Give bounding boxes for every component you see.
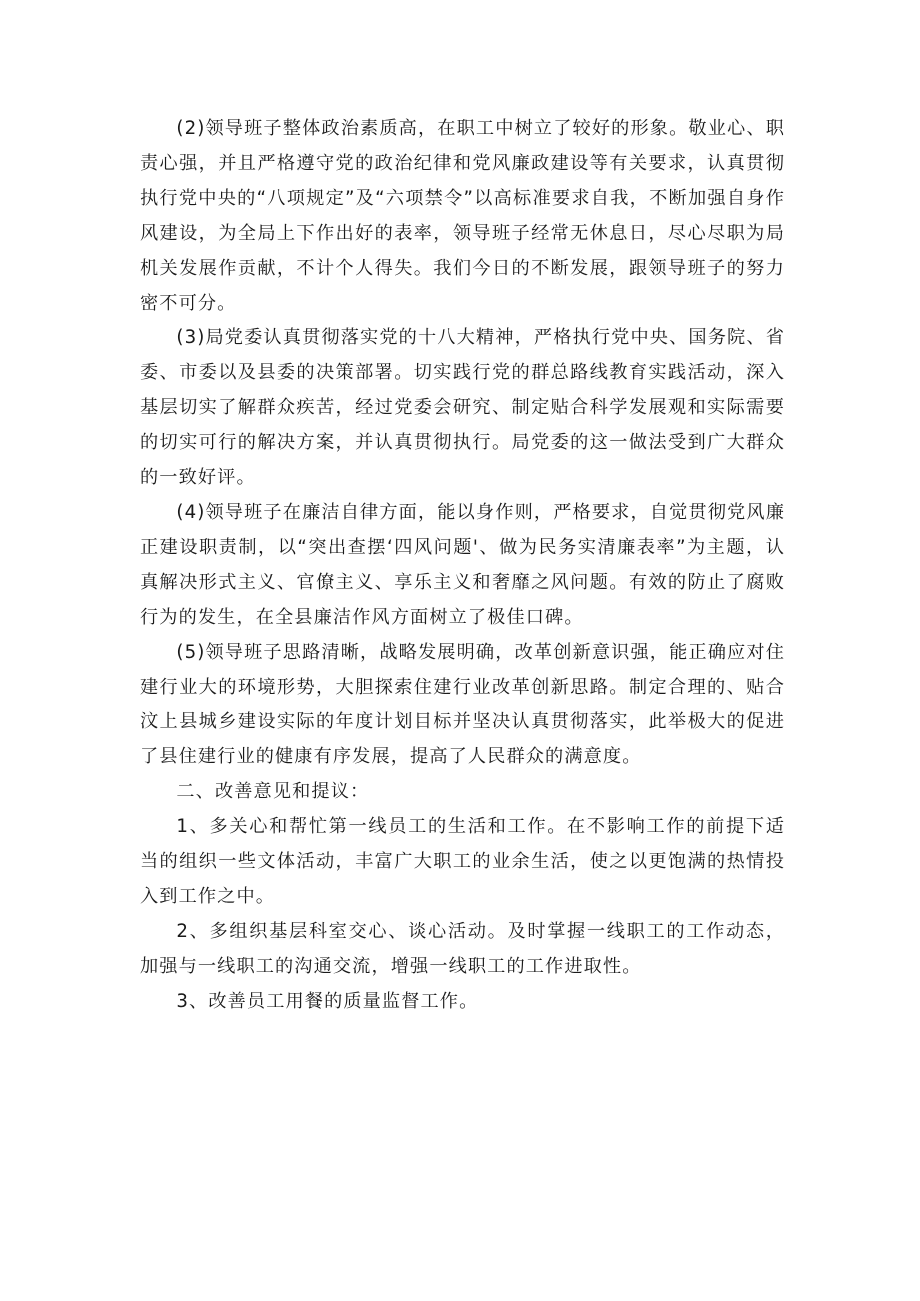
paragraph-strategy-innovation: (5)领导班子思路清晰，战略发展明确，改革创新意识强，能正确应对住建行业大的环境形势，大胆探索住建行业改革创新思路。制定合理的、贴合汶上县城乡建设实际的年度计划目标并坚决认真贯彻落实，此举极大的促进了县住建行业的健康有序发展，提高了人民群众的满意度。 — [140, 641, 785, 768]
paragraph-party-committee-implementation: (3)局党委认真贯彻落实党的十八大精神，严格执行党中央、国务院、省委、市委以及县委的决策部署。切实践行党的群总路线教育实践活动，深入基层切实了解群众疾苦，经过党委会研究、制定贴合科学发展观和实际需要的切实可行的解决方案，并认真贯彻执行。局党委的这一做法受到广大群众的一致好评。 — [140, 327, 785, 489]
document-body — [140, 112, 785, 1020]
suggestion-item-3: 3、改善员工用餐的质量监督工作。 — [176, 990, 479, 1012]
paragraph-leadership-political-quality: (2)领导班子整体政治素质高，在职工中树立了较好的形象。敬业心、职责心强，并且严格遵守党的政治纪律和党风廉政建设等有关要求，认真贯彻执行党中央的“八项规定”及“六项禁令”以高标准要求自我，不断加强自身作风建设，为全局上下作出好的表率，领导班子经常无休息日，尽心尽职为局机关发展作贡献，不计个人得失。我们今日的不断发展，跟领导班子的努力密不可分。 — [140, 118, 785, 314]
suggestion-item-2: 2、多组织基层科室交心、谈心活动。及时掌握一线职工的工作动态，加强与一线职工的沟通交流，增强一线职工的工作进取性。 — [140, 920, 785, 977]
suggestion-item-1: 1、多关心和帮忙第一线员工的生活和工作。在不影响工作的前提下适当的组织一些文体活动，丰富广大职工的业余生活，使之以更饱满的热情投入到工作之中。 — [140, 816, 785, 907]
paragraph-integrity-self-discipline: (4)领导班子在廉洁自律方面，能以身作则，严格要求，自觉贯彻党风廉正建设职责制，以“突出查摆‘四风问题'、做为民务实清廉表率”为主题，认真解决形式主义、官僚主义、享乐主义和奢靡之风问题。有效的防止了腐败行为的发生，在全县廉洁作风方面树立了极佳口碑。 — [140, 501, 785, 628]
section-heading-suggestions: 二、改善意见和提议： — [176, 781, 370, 803]
